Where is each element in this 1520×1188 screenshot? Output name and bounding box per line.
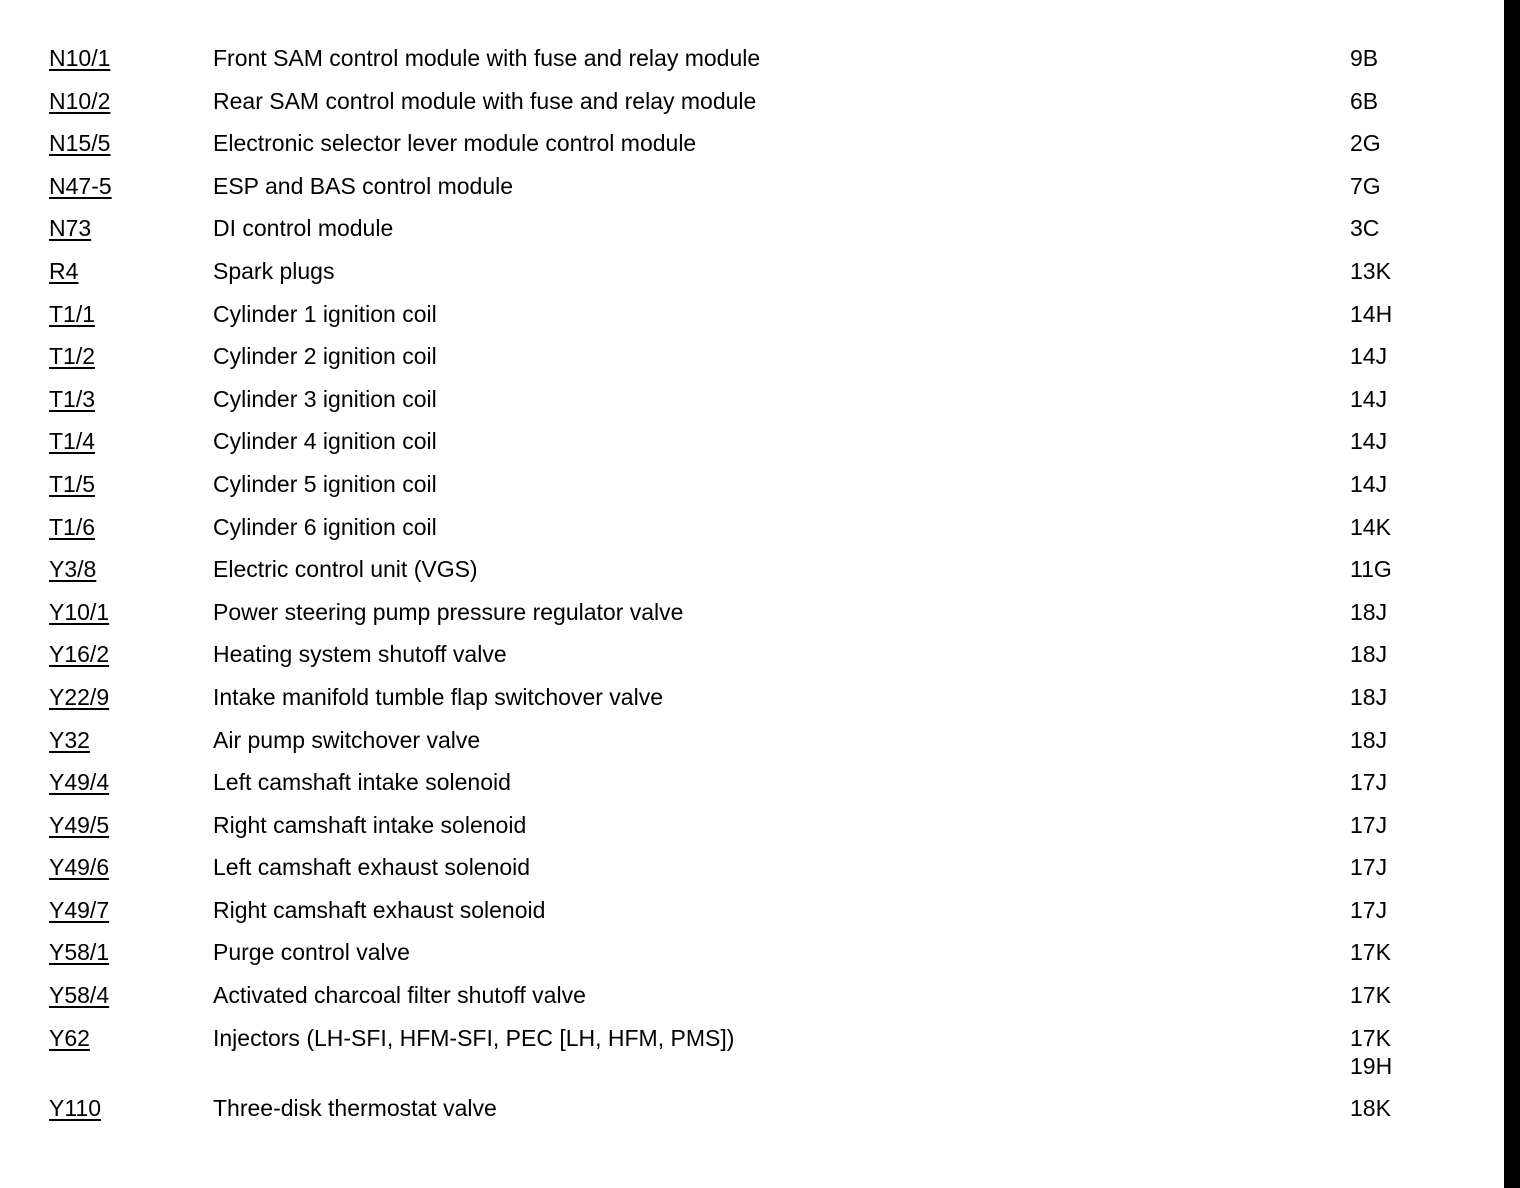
legend-row [49, 811, 1469, 854]
component-code-link[interactable]: N10/2 [49, 87, 111, 114]
page-edge-border [1504, 0, 1520, 1188]
component-description: Purge control valve [213, 939, 410, 966]
component-description: Rear SAM control module with fuse and relay module [213, 87, 757, 114]
grid-location [1350, 555, 1392, 583]
grid-location [1350, 129, 1381, 157]
grid-location-value: 14J [1350, 343, 1388, 370]
grid-location [1350, 342, 1387, 370]
component-code-link[interactable]: Y62 [49, 1024, 90, 1051]
component-description: Front SAM control module with fuse and relay module [213, 45, 761, 71]
grid-location [1350, 513, 1391, 541]
legend-row [49, 172, 1469, 215]
component-description: DI control module [213, 215, 394, 242]
grid-location-value: 11G [1350, 556, 1392, 583]
legend-row [49, 853, 1469, 896]
component-code-link[interactable]: Y49/7 [49, 896, 110, 923]
component-description: Cylinder 6 ignition coil [213, 513, 437, 540]
grid-location-value: 6B [1350, 87, 1379, 114]
grid-location-value: 17J [1350, 811, 1388, 838]
grid-location [1350, 598, 1387, 626]
component-code-link[interactable]: N10/1 [49, 45, 111, 71]
component-code-link[interactable]: Y49/5 [49, 811, 110, 838]
component-description: ESP and BAS control module [213, 172, 514, 199]
component-description: Air pump switchover valve [213, 726, 481, 753]
component-code-link[interactable]: Y3/8 [49, 556, 97, 583]
component-code-link[interactable]: N47-5 [49, 172, 112, 199]
component-description: Heating system shutoff valve [213, 641, 507, 668]
grid-location [1350, 981, 1391, 1009]
grid-location-value: 17J [1350, 896, 1388, 923]
component-description: Cylinder 1 ignition coil [213, 300, 437, 327]
component-code-link[interactable]: N15/5 [49, 130, 111, 157]
component-description: Power steering pump pressure regulator valve [213, 598, 684, 625]
component-description: Spark plugs [213, 257, 335, 284]
grid-location [1350, 640, 1387, 668]
legend-row [49, 598, 1469, 641]
legend-row [49, 1094, 1469, 1137]
legend-row [49, 640, 1469, 683]
legend-row [49, 513, 1469, 556]
legend-row [49, 938, 1469, 981]
grid-location [1350, 385, 1387, 413]
grid-location-value: 17J [1350, 769, 1388, 796]
grid-location-value: 14K [1350, 513, 1391, 540]
component-description: Left camshaft intake solenoid [213, 769, 511, 796]
grid-location-value: 14J [1350, 385, 1388, 412]
grid-location [1350, 896, 1387, 924]
legend-row [49, 385, 1469, 428]
component-description: Electronic selector lever module control module [213, 130, 697, 157]
component-code-link[interactable]: Y58/4 [49, 982, 110, 1009]
legend-row [49, 726, 1469, 769]
component-code-link[interactable]: T1/6 [49, 513, 96, 540]
grid-location-value: 2G [1350, 130, 1381, 157]
component-description: Left camshaft exhaust solenoid [213, 854, 531, 881]
component-code-link[interactable]: Y22/9 [49, 683, 110, 710]
component-code-link[interactable]: T1/3 [49, 385, 96, 412]
component-description: Right camshaft intake solenoid [213, 811, 527, 838]
legend-row [49, 87, 1469, 130]
grid-location [1350, 938, 1391, 966]
grid-location-value: 14J [1350, 470, 1388, 497]
grid-location [1350, 44, 1378, 72]
legend-row [49, 981, 1469, 1024]
component-code-link[interactable]: T1/5 [49, 470, 96, 497]
grid-location-value: 17K [1350, 939, 1391, 966]
grid-location [1350, 87, 1378, 115]
grid-location [1350, 300, 1392, 328]
grid-location-value: 14J [1350, 428, 1388, 455]
grid-location-value: 17K [1350, 982, 1391, 1009]
grid-location-value: 18K [1350, 1094, 1391, 1121]
component-description: Right camshaft exhaust solenoid [213, 896, 546, 923]
grid-location [1350, 172, 1381, 200]
grid-location-value: 19H [1350, 1052, 1393, 1079]
component-code-link[interactable]: Y10/1 [49, 598, 110, 625]
component-description: Electric control unit (VGS) [213, 556, 478, 583]
component-code-link[interactable]: N73 [49, 215, 92, 242]
legend-row [49, 555, 1469, 598]
grid-location-value: 3C [1350, 215, 1380, 242]
component-code-link[interactable]: T1/4 [49, 428, 96, 455]
component-description: Cylinder 3 ignition coil [213, 385, 437, 412]
component-description: Cylinder 5 ignition coil [213, 470, 437, 497]
legend-row [49, 257, 1469, 300]
legend-row [49, 896, 1469, 939]
component-code-link[interactable]: Y58/1 [49, 939, 110, 966]
grid-location [1350, 811, 1387, 839]
grid-location-value: 18J [1350, 598, 1388, 625]
grid-location-value: 14H [1350, 300, 1393, 327]
grid-location [1350, 1094, 1391, 1122]
component-code-link[interactable]: Y32 [49, 726, 90, 753]
legend-row [49, 683, 1469, 726]
grid-location-value: 18J [1350, 641, 1388, 668]
legend-row [49, 342, 1469, 385]
grid-location-value: 18J [1350, 726, 1388, 753]
grid-location-value: 7G [1350, 172, 1381, 199]
component-code-link[interactable]: Y49/6 [49, 854, 110, 881]
legend-row [49, 768, 1469, 811]
component-description: Intake manifold tumble flap switchover valve [213, 683, 663, 710]
grid-location [1350, 683, 1387, 711]
grid-location [1350, 853, 1387, 881]
component-code-link[interactable]: Y49/4 [49, 769, 110, 796]
grid-location [1350, 214, 1379, 242]
legend-row [49, 470, 1469, 513]
component-description: Three-disk thermostat valve [213, 1094, 497, 1121]
component-description: Cylinder 4 ignition coil [213, 428, 437, 455]
legend-row [49, 44, 1469, 87]
legend-row [49, 129, 1469, 172]
grid-location-value: 18J [1350, 683, 1388, 710]
grid-location [1350, 427, 1387, 455]
component-code-link[interactable]: T1/2 [49, 343, 96, 370]
component-legend-table [49, 44, 1469, 1136]
component-code-link[interactable]: R4 [49, 257, 79, 284]
component-code-link[interactable]: T1/1 [49, 300, 96, 327]
component-code-link[interactable]: Y16/2 [49, 641, 110, 668]
legend-row [49, 1024, 1469, 1094]
grid-location [1350, 257, 1391, 285]
grid-location [1350, 1024, 1392, 1080]
grid-location-value: 9B [1350, 45, 1379, 71]
grid-location-value: 17J [1350, 854, 1388, 881]
legend-row [49, 300, 1469, 343]
grid-location [1350, 726, 1387, 754]
component-code-link[interactable]: Y110 [49, 1094, 102, 1121]
legend-row [49, 427, 1469, 470]
grid-location-value: 17K [1350, 1024, 1391, 1051]
grid-location [1350, 470, 1387, 498]
component-description: Activated charcoal filter shutoff valve [213, 982, 586, 1009]
legend-row [49, 214, 1469, 257]
grid-location-value: 13K [1350, 257, 1391, 284]
component-description: Cylinder 2 ignition coil [213, 343, 437, 370]
component-description: Injectors (LH-SFI, HFM-SFI, PEC [LH, HFM, PMS]) [213, 1024, 735, 1051]
grid-location [1350, 768, 1387, 796]
